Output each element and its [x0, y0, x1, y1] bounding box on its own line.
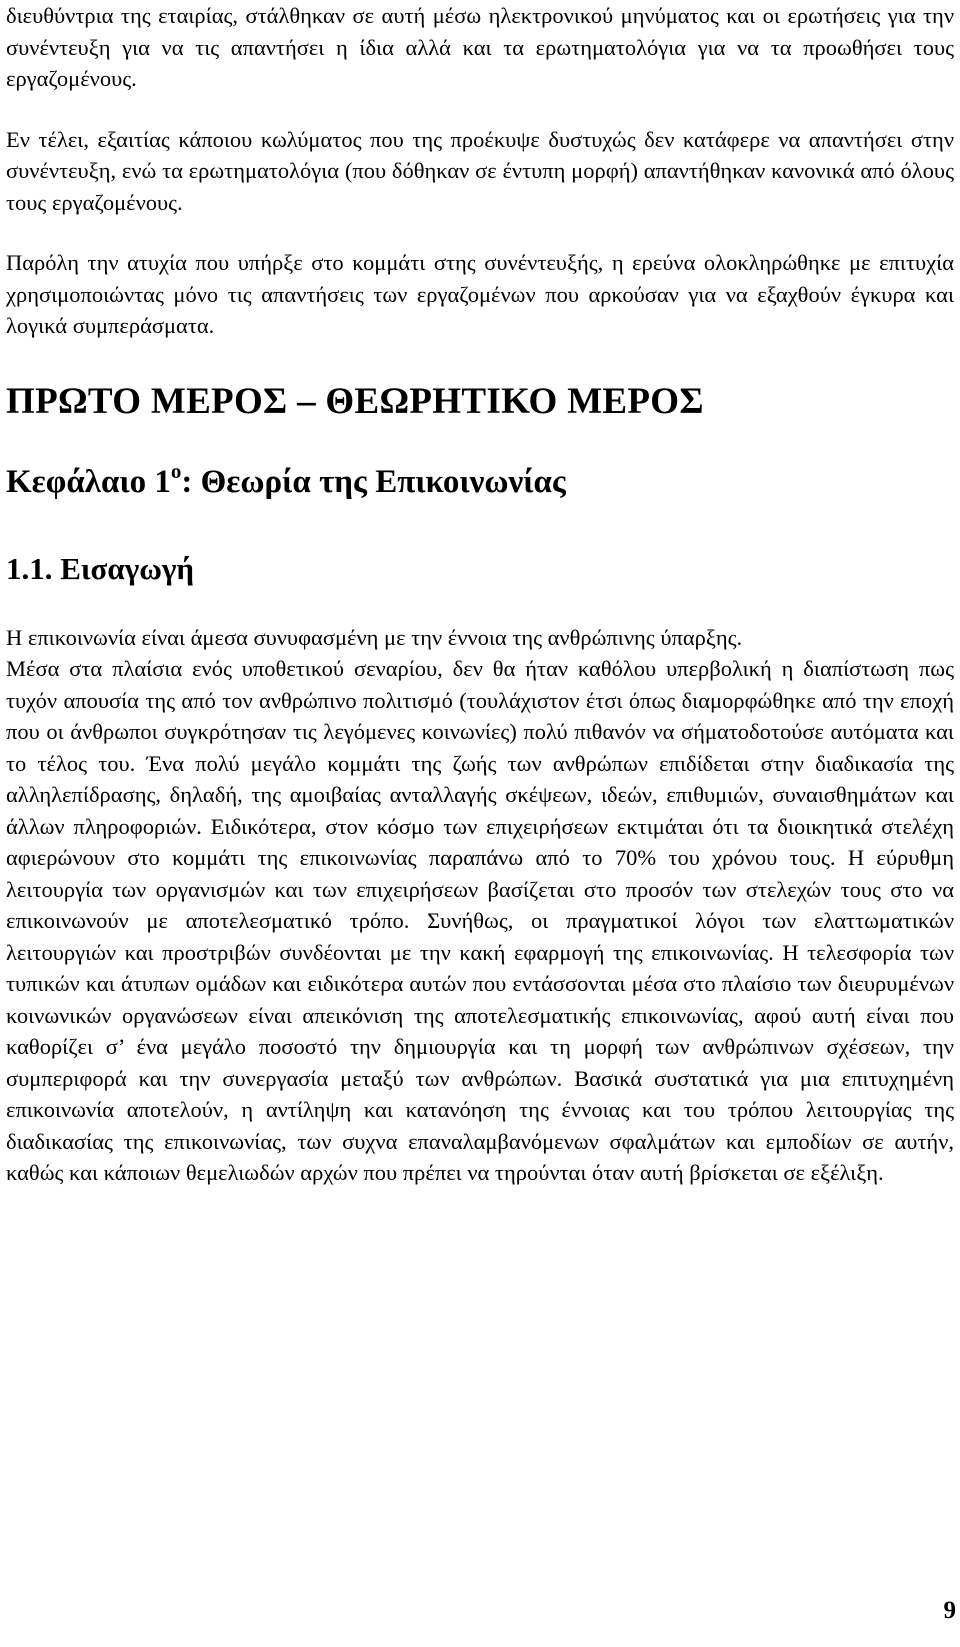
- paragraph-interview-obstacle: Εν τέλει, εξαιτίας κάποιου κωλύματος που της προέκυψε δυστυχώς δεν κατάφερε να απαντήσει στην συνέντευξη, ενώ τα ερωτηματολόγια (που δόθηκαν σε έντυπη μορφή) απαντήθηκαν κανονικά από όλους τους εργαζομένους.: [6, 126, 954, 215]
- section-body-paragraph: Μέσα στα πλαίσια ενός υποθετικού σεναρίου, δεν θα ήταν καθόλου υπερβολική η διαπίστωση πως τυχόν απουσία της από τον ανθρώπινο πολιτισμό (τουλάχιστον έτσι όπως διαμορφώθηκε από την εποχή που οι άνθρωποι συγκρότησαν τις λεγόμενες κοινωνίες) πολύ πιθανόν να σήματοδοτούσε αυτόματα και το τέλος του. Ένα πολύ μεγάλο κομμάτι της ζωής των ανθρώπων επιδίδεται στην διαδικασία της αλληλεπίδρασης, δηλαδή, της αμοιβαίας ανταλλαγής σκέψεων, ιδεών, επιθυμιών, συναισθημάτων και άλλων πληροφοριών. Ειδικότερα, στον κόσμο των επιχειρήσεων εκτιμάται ότι τα διοικητικά στελέχη αφιερώνουν στο κομμάτι της επικοινωνίας παραπάνω από το 70% του χρόνου τους. Η εύρυθμη λειτουργία των οργανισμών και των επιχειρήσεων βασίζεται στο προσόν των στελεχών τους στο να επικοινωνούν με αποτελεσματικό τρόπο. Συνήθως, οι πραγματικοί λόγοι των ελαττωματικών λειτουργιών και προστριβών συνδέονται με την κακή εφαρμογή της επικοινωνίας. Η τελεσφορία των τυπικών και άτυπων ομάδων και ειδικότερα αυτών που εντάσσονται μέσα στο πλαίσιο των διευρυμένων κοινωνικών οργανώσεων είναι απεικόνιση της αποτελεσματικής επικοινωνίας, αφού αυτή είναι που καθορίζει σ’ ένα μεγάλο ποσοστό την δημιουργία και τη μορφή των ανθρώπινων σχέσεων, την συμπεριφορά και την συνεργασία μεταξύ των ανθρώπων. Βασικά συστατικά για μια επιτυχημένη επικοινωνία αποτελούν, η αντίληψη και κατανόηση της έννοιας και του τρόπου λειτουργίας της διαδικασίας της επικοινωνίας, των συχνα επαναλαμβανόμενων σφαλμάτων και εμποδίων σε αυτήν, καθώς και κάποιων θεμελιωδών αρχών που πρέπει να τηρούνται όταν αυτή βρίσκεται σε εξέλιξη.: [6, 656, 954, 1185]
- document-page: [6, 0, 954, 1189]
- chapter-heading: [6, 460, 954, 504]
- part-heading: ΠΡΩΤΟ ΜΕΡΟΣ – ΘΕΩΡΗΤΙΚΟ ΜΕΡΟΣ: [6, 380, 704, 422]
- section-heading: 1.1. Εισαγωγή: [6, 550, 194, 586]
- chapter-ordinal-superscript: ο: [170, 458, 182, 483]
- paragraph-research-completion: Παρόλη την ατυχία που υπήρξε στο κομμάτι στης συνέντευξής, η ερεύνα ολοκληρώθηκε με επιτυχία χρησιμοποιώντας μόνο τις απαντήσεις των εργαζομένων που αρκούσαν για να εξαχθούν έγκυρα και λογικά συμπεράσματα.: [6, 250, 954, 338]
- chapter-heading-title: : Θεωρία της Επικοινωνίας: [181, 463, 566, 500]
- paragraph-spacer: [6, 218, 954, 247]
- page-number: 9: [943, 1597, 956, 1624]
- paragraph-intro-continuation: διευθύντρια της εταιρίας, στάλθηκαν σε αυτή μέσω ηλεκτρονικού μηνύματος και οι ερωτήσεις για την συνέντευξη για να τις απαντήσει η ίδια αλλά και τα ερωτηματολόγια για να τα προωθήσει τους εργαζομένους.: [6, 3, 954, 91]
- chapter-heading-prefix: Κεφάλαιο 1: [6, 463, 171, 500]
- section-body-first-line: Η επικοινωνία είναι άμεσα συνυφασμένη με την έννοια της ανθρώπινης ύπαρξης.: [6, 624, 743, 650]
- paragraph-spacer: [6, 95, 954, 124]
- section-body: [6, 622, 954, 1189]
